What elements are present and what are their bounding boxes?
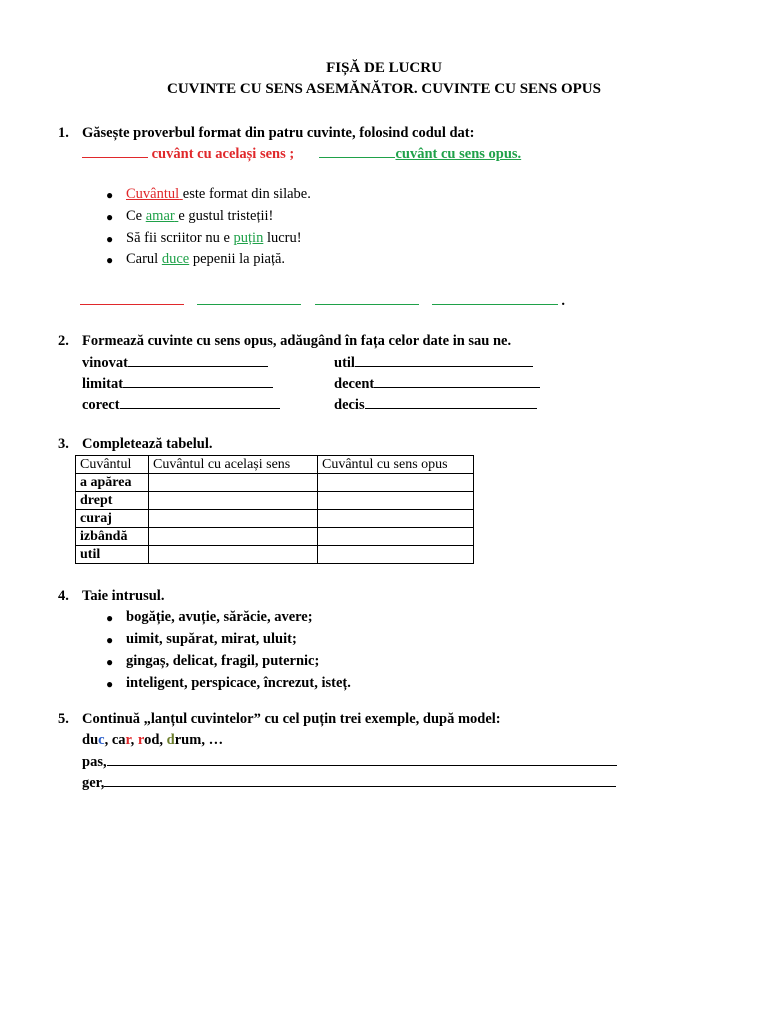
code-same-sense: cuvânt cu același sens ; <box>151 146 295 162</box>
ex2-number: 2. <box>58 333 69 349</box>
ex5-number: 5. <box>58 711 69 727</box>
answer-blank[interactable] <box>355 354 533 367</box>
ex1-number: 1. <box>58 125 69 141</box>
ex1-sentence-3: Să fii scriitor nu e puțin lucru! <box>126 230 302 246</box>
antonym-cell[interactable] <box>318 510 474 528</box>
highlight-word: puțin <box>233 230 264 246</box>
answer-blank[interactable] <box>123 375 273 388</box>
row-word: curaj <box>76 510 149 528</box>
ex1-prompt: Găsește proverbul format din patru cuvinte, folosind codul dat: <box>82 125 475 141</box>
ex2-right-3: decis <box>334 396 537 414</box>
row-word: a apărea <box>76 474 149 492</box>
synonym-antonym-table <box>75 455 474 564</box>
ex4-item-1[interactable]: bogăție, avuție, sărăcie, avere; <box>126 609 313 625</box>
code-blank-same <box>82 145 148 158</box>
table-header-row <box>76 456 474 474</box>
table-row <box>76 528 474 546</box>
bullet-icon: ● <box>106 232 114 246</box>
ex1-code <box>82 145 521 163</box>
answer-blank[interactable] <box>104 774 616 787</box>
ex2-prompt: Formează cuvinte cu sens opus, adăugând în fața celor date in sau ne. <box>82 333 512 349</box>
ex2-left-1: vinovat <box>82 354 268 372</box>
ex5-prompt: Continuă „lanțul cuvintelor” cu cel puțin trei exemple, după model: <box>82 711 501 727</box>
ex2-right-1: util <box>334 354 533 372</box>
answer-blank[interactable] <box>128 354 268 367</box>
page-subtitle: CUVINTE CU SENS ASEMĂNĂTOR. CUVINTE CU SENS OPUS <box>167 81 601 97</box>
ex4-prompt: Taie intrusul. <box>82 588 165 604</box>
ex3-number: 3. <box>58 436 69 452</box>
ex5-model: duc, car, rod, drum, … <box>82 732 224 748</box>
code-opposite-sense: cuvânt cu sens opus. <box>395 146 522 162</box>
ex4-item-3[interactable]: gingaș, delicat, fragil, puternic; <box>126 653 320 669</box>
synonym-cell[interactable] <box>149 528 318 546</box>
bullet-icon: ● <box>106 210 114 224</box>
page-title: FIȘĂ DE LUCRU <box>326 60 442 76</box>
answer-blank[interactable] <box>374 375 540 388</box>
ex1-sentence-2: Ce amar e gustul tristeții! <box>126 208 274 224</box>
highlight-word: Cuvântul <box>126 186 180 202</box>
bullet-icon: ● <box>106 655 114 669</box>
highlight-word: amar <box>145 208 175 224</box>
code-blank-opposite <box>319 145 395 158</box>
ex4-item-2[interactable]: uimit, supărat, mirat, uluit; <box>126 631 297 647</box>
antonym-cell[interactable] <box>318 492 474 510</box>
ex2-right-2: decent <box>334 375 540 393</box>
table-row <box>76 492 474 510</box>
bullet-icon: ● <box>106 253 114 267</box>
header-antonym: Cuvântul cu sens opus <box>318 456 474 474</box>
antonym-cell[interactable] <box>318 546 474 564</box>
row-word: izbândă <box>76 528 149 546</box>
answer-blank[interactable] <box>107 753 617 766</box>
ex5-line-ger: ger, <box>82 774 616 792</box>
answer-blank[interactable] <box>120 396 280 409</box>
synonym-cell[interactable] <box>149 492 318 510</box>
table-row <box>76 546 474 564</box>
header-word: Cuvântul <box>76 456 149 474</box>
ex3-prompt: Completează tabelul. <box>82 436 213 452</box>
row-word: util <box>76 546 149 564</box>
answer-blank[interactable] <box>315 292 419 305</box>
bullet-icon: ● <box>106 677 114 691</box>
bullet-icon: ● <box>106 633 114 647</box>
synonym-cell[interactable] <box>149 474 318 492</box>
ex1-sentence-4: Carul duce pepenii la piață. <box>126 251 286 267</box>
answer-blank[interactable] <box>80 292 184 305</box>
header-synonym: Cuvântul cu același sens <box>149 456 318 474</box>
highlight-word: duce <box>161 251 190 267</box>
table-row <box>76 474 474 492</box>
answer-blank[interactable] <box>432 292 558 305</box>
row-word: drept <box>76 492 149 510</box>
ex4-item-4[interactable]: inteligent, perspicace, încrezut, isteț. <box>126 675 351 691</box>
ex1-answer-line: . <box>80 292 565 310</box>
ex5-line-pas: pas, <box>82 753 617 771</box>
table-row <box>76 510 474 528</box>
antonym-cell[interactable] <box>318 474 474 492</box>
ex1-sentence-1: Cuvântul este format din silabe. <box>126 186 311 202</box>
bullet-icon: ● <box>106 611 114 625</box>
answer-blank[interactable] <box>365 396 537 409</box>
bullet-icon: ● <box>106 188 114 202</box>
antonym-cell[interactable] <box>318 528 474 546</box>
synonym-cell[interactable] <box>149 546 318 564</box>
ex2-left-2: limitat <box>82 375 273 393</box>
ex4-number: 4. <box>58 588 69 604</box>
answer-blank[interactable] <box>197 292 301 305</box>
ex2-left-3: corect <box>82 396 280 414</box>
synonym-cell[interactable] <box>149 510 318 528</box>
